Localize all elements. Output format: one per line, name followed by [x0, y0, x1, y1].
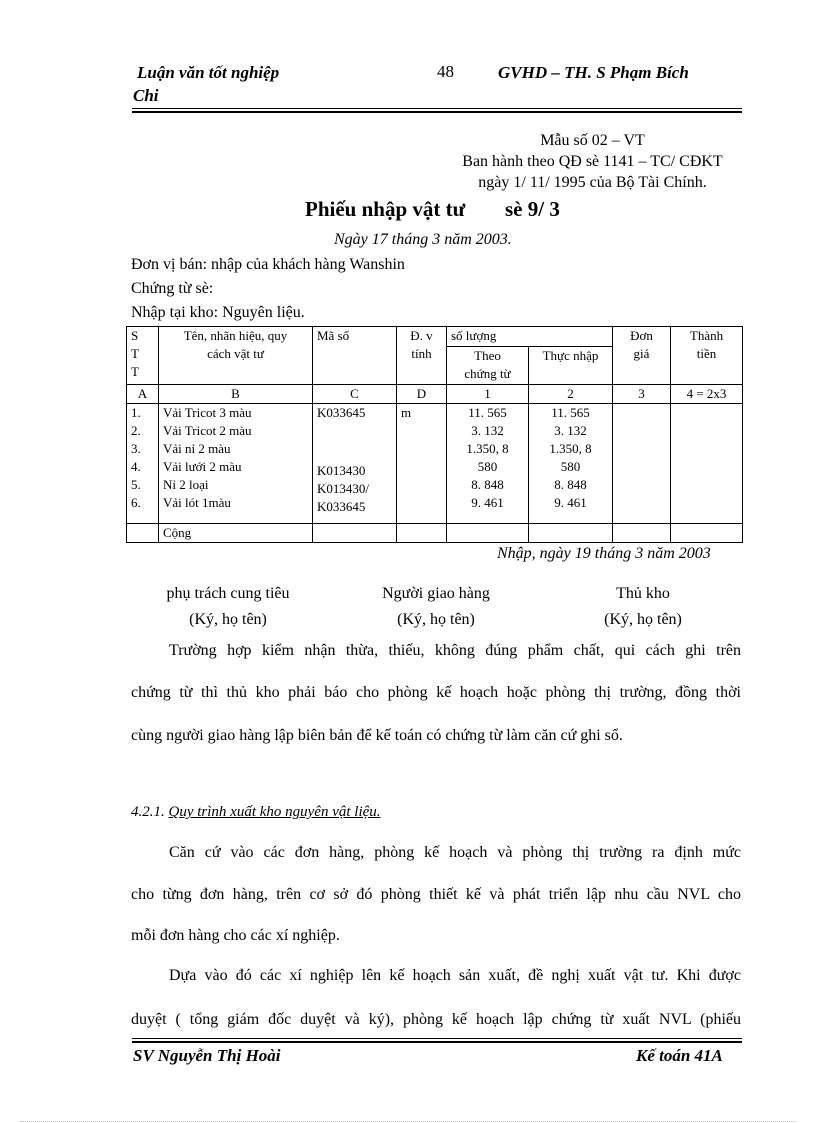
- paragraph-line: Căn cứ vào các đơn hàng, phòng kế hoạch và phòng thị trường ra định mức: [169, 844, 741, 861]
- paragraph-line: cho từng đơn hàng, trên cơ sở đó phòng thiết kế và phát triển lập nhu cầu NVL cho: [131, 886, 741, 903]
- col-header-price: Đơn giá: [613, 327, 671, 385]
- page-edge: [20, 1121, 796, 1122]
- col-header-qty-doc: Theo chứng từ: [447, 347, 529, 385]
- col-header-name: Tên, nhãn hiệu, quy cách vật tư: [159, 327, 313, 385]
- stt-cell: 1. 2. 3. 4. 5. 6.: [127, 404, 159, 524]
- form-date: Ngày 17 tháng 3 năm 2003.: [334, 231, 512, 248]
- signature-deliverer: [336, 585, 536, 629]
- form-title: Phiếu nhập vật tư: [305, 197, 466, 221]
- total-empty-cell: [447, 524, 529, 543]
- paragraph-line: Dựa vào đó các xí nghiệp lên kế hoạch sản xuất, đề nghị xuất vật tư. Khi được: [169, 967, 741, 984]
- col-header-stt: S T T: [127, 327, 159, 385]
- code-cell: 3: [613, 385, 671, 404]
- form-template-no: Mẫu số 02 – VT: [540, 132, 645, 149]
- paragraph-line: Trường hợp kiểm nhận thừa, thiếu, không đúng phẩm chất, qui cách ghi trên: [169, 642, 741, 659]
- header-title: Luận văn tốt nghiệp: [137, 63, 280, 82]
- total-empty-cell: [613, 524, 671, 543]
- form-issued-by: Ban hành theo QĐ sè 1141 – TC/ CĐKT: [462, 153, 723, 170]
- price-cell: [613, 404, 671, 524]
- table-total-row: [127, 524, 743, 543]
- code-cell: 4 = 2x3: [671, 385, 743, 404]
- section-title: Quy trình xuất kho nguyên vật liệu.: [168, 804, 381, 820]
- form-voucher: Chứng từ sè:: [131, 280, 214, 297]
- total-label: Cộng: [159, 524, 313, 543]
- received-date: Nhập, ngày 19 tháng 3 năm 2003: [497, 545, 711, 562]
- table-code-row: [127, 385, 743, 404]
- footer-course: Kế toán 41A: [636, 1046, 723, 1065]
- total-empty-cell: [529, 524, 613, 543]
- paragraph-line: chứng từ thì thủ kho phải báo cho phòng kế hoạch hoặc phòng thị trường, đồng thời: [131, 684, 741, 701]
- signature-role: Người giao hàng: [382, 585, 490, 602]
- total-empty-cell: [313, 524, 397, 543]
- paragraph-line: duyệt ( tổng giám đốc duyệt và ký), phòng kế hoạch lập chứng từ xuất NVL (phiếu: [131, 1011, 741, 1028]
- form-meta: [440, 130, 745, 193]
- form-warehouse: Nhập tại kho: Nguyên liệu.: [131, 304, 305, 321]
- qty-actual-cell: 11. 565 3. 132 1.350, 8 580 8. 848 9. 461: [529, 404, 613, 524]
- code-cell: D: [397, 385, 447, 404]
- table-header-row: [127, 327, 743, 347]
- footer-rule-bottom: [132, 1041, 742, 1043]
- col-header-quantity: số lượng: [447, 327, 613, 347]
- header-title-continued: Chi: [133, 86, 159, 105]
- code-cell: 1: [447, 385, 529, 404]
- section-number: 4.2.1.: [131, 804, 165, 820]
- signature-note: (Ký, họ tên): [604, 611, 682, 628]
- signature-note: (Ký, họ tên): [397, 611, 475, 628]
- total-stt-cell: [127, 524, 159, 543]
- section-heading: [131, 804, 381, 821]
- code-cell: 2: [529, 385, 613, 404]
- signature-supply: [128, 585, 328, 629]
- signature-storekeeper: [543, 585, 743, 629]
- signature-role: Thủ kho: [616, 585, 670, 602]
- signature-note: (Ký, họ tên): [189, 611, 267, 628]
- paragraph-line: cùng người giao hàng lập biên bản để kế toán có chứng từ làm căn cứ ghi sổ.: [131, 727, 623, 744]
- form-number: sè 9/ 3: [505, 197, 560, 221]
- code-cell: A: [127, 385, 159, 404]
- col-header-qty-actual: Thực nhập: [529, 347, 613, 385]
- header-rule-bottom: [132, 111, 742, 113]
- form-issued-date: ngày 1/ 11/ 1995 của Bộ Tài Chính.: [478, 174, 707, 191]
- total-empty-cell: [397, 524, 447, 543]
- paragraph-line: mỗi đơn hàng cho các xí nghiệp.: [131, 927, 340, 944]
- code-cell: B: [159, 385, 313, 404]
- col-header-amount: Thành tiền: [671, 327, 743, 385]
- footer-author: SV Nguyễn Thị Hoài: [133, 1046, 281, 1065]
- signature-role: phụ trách cung tiêu: [166, 585, 290, 602]
- name-cell: Vải Tricot 3 màu Vải Tricot 2 màu Vải nỉ 2 màu Vải lưới 2 màu Nỉ 2 loại Vải lót 1màu: [159, 404, 313, 524]
- table-body-row: [127, 404, 743, 524]
- col-header-code: Mã số: [313, 327, 397, 385]
- unit-cell: m: [397, 404, 447, 524]
- qty-doc-cell: 11. 565 3. 132 1.350, 8 580 8. 848 9. 461: [447, 404, 529, 524]
- header-rule-top: [132, 108, 742, 109]
- code-cell: K033645 K013430 K013430/ K033645: [313, 404, 397, 524]
- col-header-unit: Đ. v tính: [397, 327, 447, 385]
- form-seller: Đơn vị bán: nhập của khách hàng Wanshin: [131, 256, 405, 273]
- footer-rule-top: [132, 1038, 742, 1039]
- amount-cell: [671, 404, 743, 524]
- total-empty-cell: [671, 524, 743, 543]
- code-cell: C: [313, 385, 397, 404]
- page-number: 48: [437, 62, 454, 81]
- header-supervisor: GVHD – TH. S Phạm Bích: [498, 63, 689, 82]
- receipt-table: [126, 326, 743, 543]
